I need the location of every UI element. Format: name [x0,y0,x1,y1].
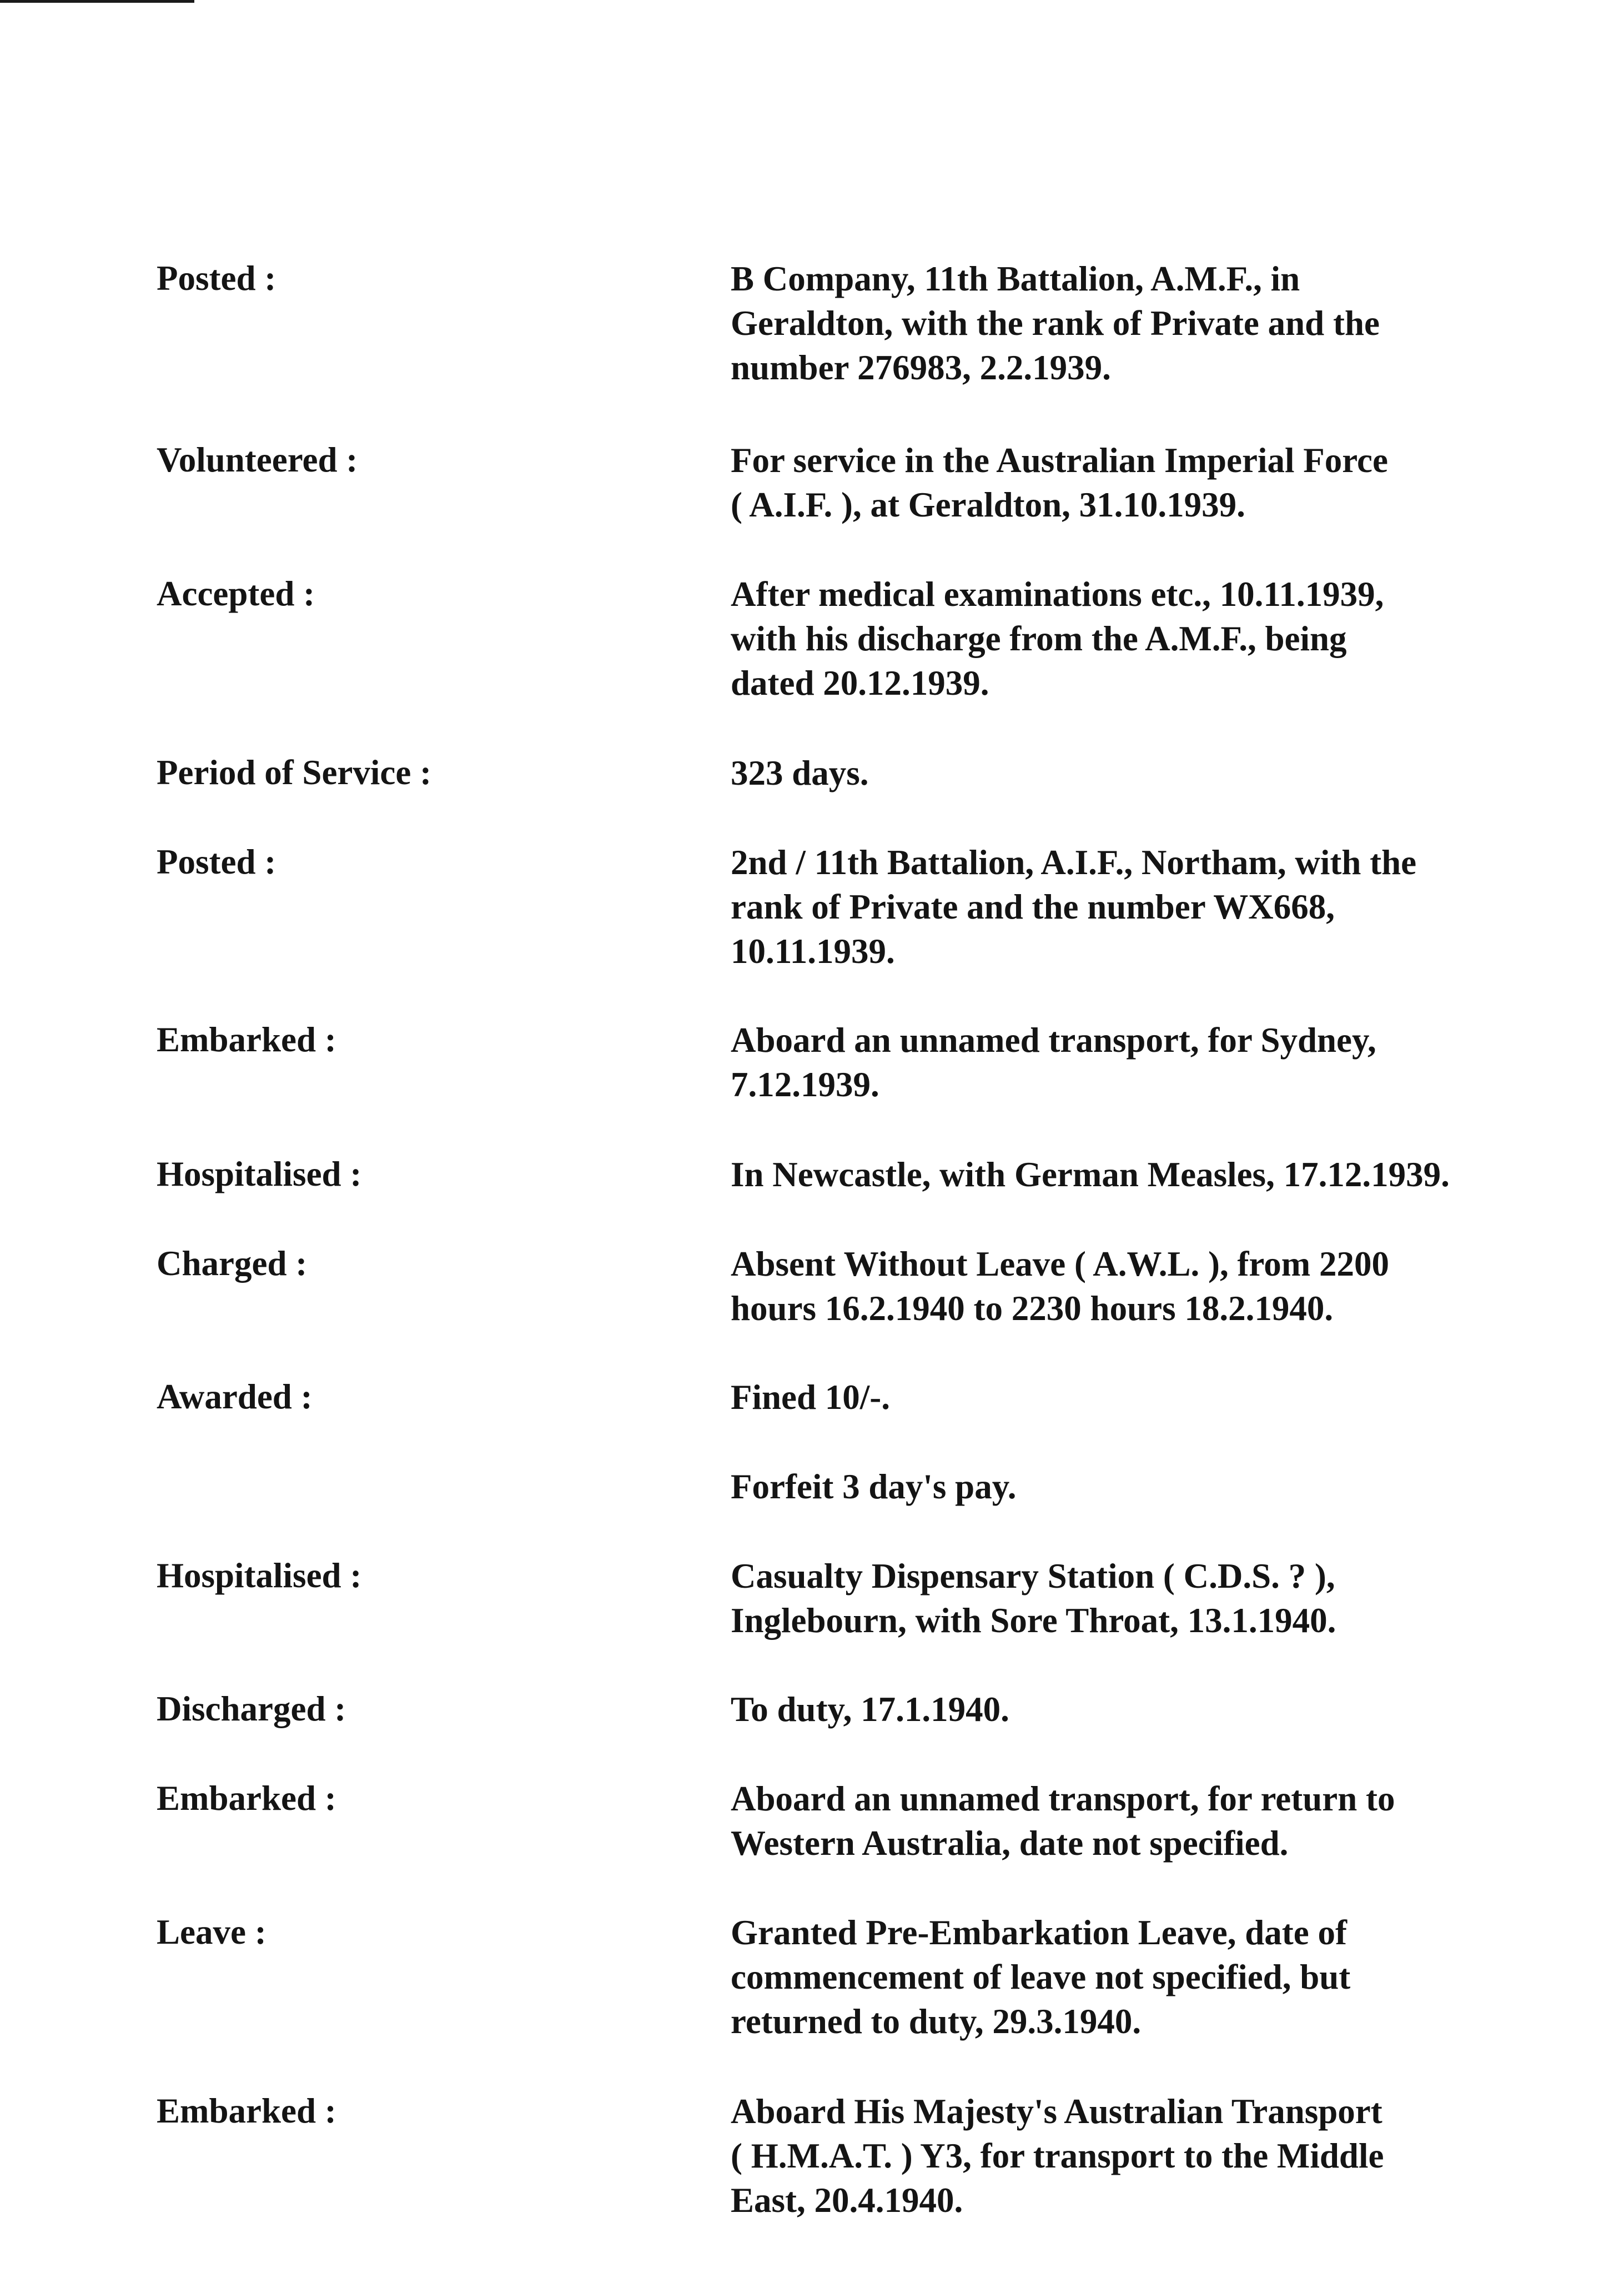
entry-label: Embarked : [157,1779,336,1818]
entry-text: 2nd / 11th Battalion, A.I.F., Northam, with the rank of Private and the number WX668, 10.11.1939. [731,843,1417,971]
entry-text: Fined 10/-. [731,1378,891,1417]
entry-label: Posted : [157,842,276,881]
entry-label: Accepted : [157,574,315,613]
entry-text: 323 days. [731,754,869,792]
entry-label: Period of Service : [157,753,432,792]
entry-text: In Newcastle, with German Measles, 17.12.1939. [731,1155,1450,1194]
entry-text: B Company, 11th Battalion, A.M.F., in Geraldton, with the rank of Private and the number 276983, 2.2.1939. [731,259,1380,387]
entry-text: For service in the Australian Imperial Force ( A.I.F. ), at Geraldton, 31.10.1939. [731,441,1388,524]
entry-label: Charged : [157,1244,308,1283]
entry-text: To duty, 17.1.1940. [731,1690,1009,1729]
entry-text: Absent Without Leave ( A.W.L. ), from 2200 hours 16.2.1940 to 2230 hours 18.2.1940. [731,1245,1389,1328]
entry-text: Aboard His Majesty's Australian Transport ( H.M.A.T. ) Y3, for transport to the Middle East, 20.4.1940. [731,2092,1384,2220]
entry-label: Embarked : [157,1020,336,1059]
entry-text: Aboard an unnamed transport, for return to Western Australia, date not specified. [731,1779,1395,1863]
entry-label: Leave : [157,1913,267,1951]
entry-text: Casualty Dispensary Station ( C.D.S. ? ), Inglebourn, with Sore Throat, 13.1.1940. [731,1557,1336,1640]
entry-label: Posted : [157,259,276,298]
entry-label: Hospitalised : [157,1155,362,1193]
entry-label: Discharged : [157,1689,346,1728]
entry-text: Aboard an unnamed transport, for Sydney, 7.12.1939. [731,1021,1376,1104]
entry-text: Forfeit 3 day's pay. [731,1467,1017,1506]
entry-label: Awarded : [157,1377,313,1416]
entry-label: Volunteered : [157,440,358,479]
entry-text: After medical examinations etc., 10.11.1939, with his discharge from the A.M.F., being dated 20.12.1939. [731,575,1384,703]
entry-text: Granted Pre-Embarkation Leave, date of commencement of leave not specified, but returned to duty, 29.3.1940. [731,1913,1351,2041]
entry-label: Hospitalised : [157,1556,362,1595]
entry-label: Embarked : [157,2091,336,2130]
